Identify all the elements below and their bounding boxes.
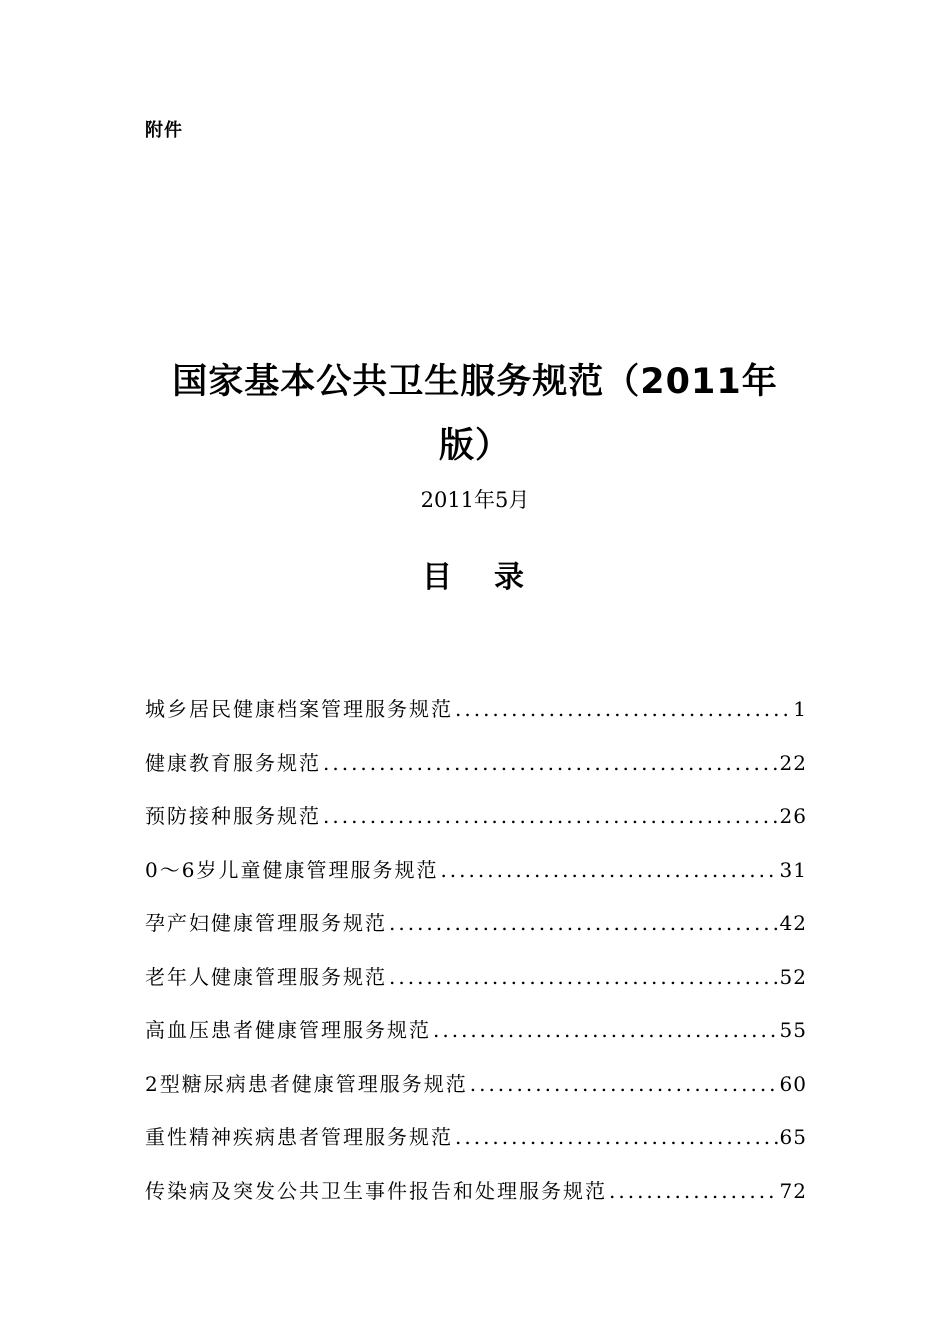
toc-leader-dots	[470, 1072, 778, 1096]
toc-entry[interactable]	[145, 1068, 807, 1122]
toc-leader-dots	[455, 697, 791, 721]
toc-entry-title: 老年人健康管理服务规范	[145, 964, 387, 989]
toc-entry-page: 26	[779, 804, 807, 828]
toc-entry-page: 42	[779, 911, 807, 935]
toc-leader-dots	[323, 804, 778, 828]
toc-entry-page: 1	[793, 697, 807, 721]
toc-entry[interactable]	[145, 1121, 807, 1175]
toc-entry-title: 0～6岁儿童健康管理服务规范	[145, 857, 439, 882]
document-title-line-2: 版）	[438, 426, 511, 466]
toc-leader-dots	[389, 965, 778, 989]
toc-entry-title: 传染病及突发公共卫生事件报告和处理服务规范	[145, 1178, 607, 1203]
publish-date: 2011年5月	[420, 488, 530, 512]
toc-entry-page: 22	[779, 750, 807, 775]
toc-entry[interactable]	[145, 747, 807, 801]
toc-entry[interactable]	[145, 800, 807, 854]
toc-entry[interactable]	[145, 961, 807, 1015]
attachment-label: 附件	[145, 120, 183, 141]
toc-heading	[0, 552, 950, 596]
toc-heading-char-2: 录	[494, 560, 528, 595]
toc-entry-page: 72	[779, 1178, 807, 1203]
toc-entry-title: 高血压患者健康管理服务规范	[145, 1018, 431, 1042]
table-of-contents	[145, 693, 807, 1228]
toc-leader-dots	[440, 858, 777, 882]
toc-entry[interactable]	[145, 1175, 807, 1229]
toc-leader-dots	[609, 1179, 778, 1203]
toc-entry-page: 52	[779, 964, 807, 989]
toc-entry[interactable]	[145, 1014, 807, 1068]
toc-entry[interactable]	[145, 854, 807, 908]
toc-entry-title: 2型糖尿病患者健康管理服务规范	[145, 1071, 468, 1096]
toc-entry[interactable]	[145, 693, 807, 747]
toc-entry-page: 31	[779, 857, 807, 882]
toc-entry-title: 预防接种服务规范	[145, 804, 321, 828]
toc-entry-page: 55	[779, 1018, 807, 1042]
toc-entry-title: 重性精神疾病患者管理服务规范	[145, 1125, 453, 1149]
toc-entry-page: 65	[779, 1125, 807, 1149]
toc-leader-dots	[433, 1018, 778, 1042]
toc-entry-title: 健康教育服务规范	[145, 750, 321, 775]
toc-entry[interactable]	[145, 907, 807, 961]
toc-entry-title: 城乡居民健康档案管理服务规范	[145, 697, 453, 721]
toc-leader-dots	[455, 1125, 778, 1149]
toc-leader-dots	[389, 911, 778, 935]
toc-entry-title: 孕产妇健康管理服务规范	[145, 911, 387, 935]
toc-entry-page: 60	[779, 1071, 807, 1096]
toc-heading-char-1: 目	[422, 560, 456, 595]
document-title-line-1: 国家基本公共卫生服务规范（2011年	[172, 362, 778, 402]
toc-leader-dots	[323, 751, 778, 775]
